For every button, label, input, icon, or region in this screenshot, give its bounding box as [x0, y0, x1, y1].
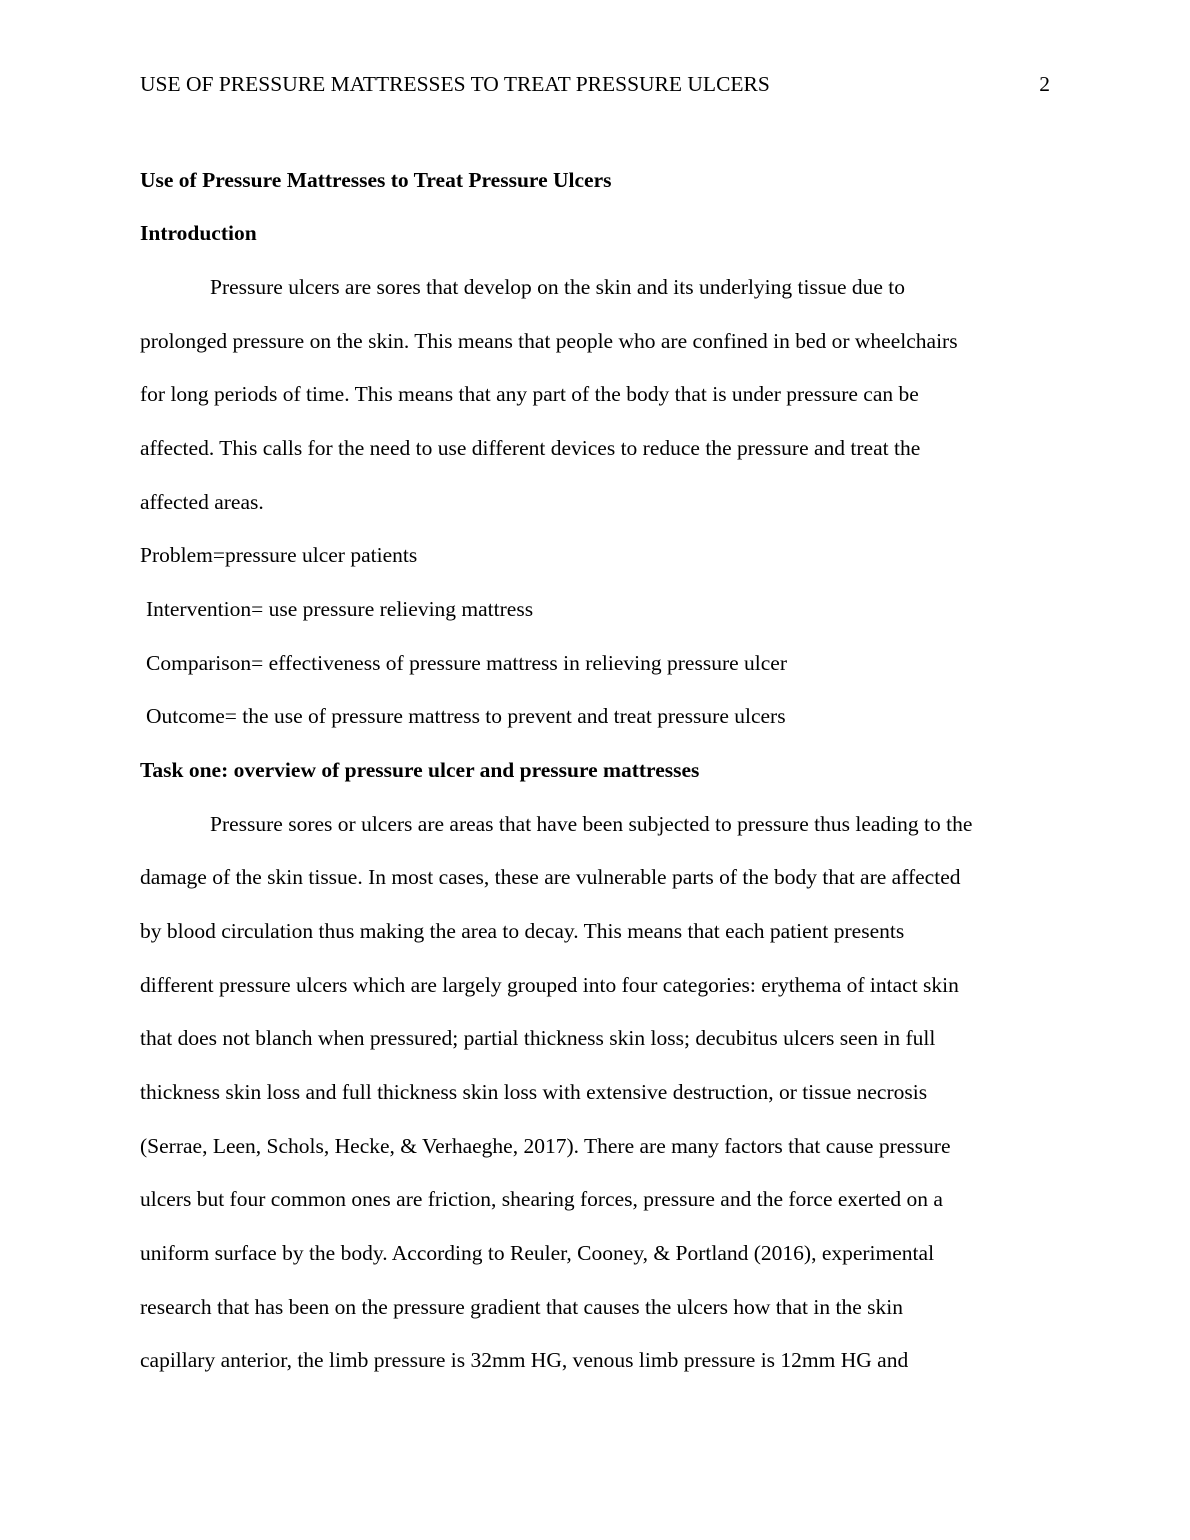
paragraph-line: by blood circulation thus making the area to decay. This means that each patient presents — [140, 919, 905, 943]
paragraph-line: affected areas. — [140, 490, 264, 514]
pico-problem: Problem=pressure ulcer patients — [140, 543, 418, 567]
paragraph-line: capillary anterior, the limb pressure is 32mm HG, venous limb pressure is 12mm HG and — [140, 1348, 909, 1372]
pico-intervention: Intervention= use pressure relieving mattress — [146, 597, 534, 621]
paragraph-line: research that has been on the pressure gradient that causes the ulcers how that in the skin — [140, 1295, 903, 1319]
paragraph-line: different pressure ulcers which are largely grouped into four categories: erythema of intact skin — [140, 973, 959, 997]
paragraph-line: ulcers but four common ones are friction, shearing forces, pressure and the force exerted on a — [140, 1187, 943, 1211]
paragraph-line: affected. This calls for the need to use different devices to reduce the pressure and treat the — [140, 436, 921, 460]
paragraph-line: for long periods of time. This means that any part of the body that is under pressure can be — [140, 382, 919, 406]
paragraph-line: Pressure sores or ulcers are areas that have been subjected to pressure thus leading to the — [210, 812, 973, 836]
running-head: USE OF PRESSURE MATTRESSES TO TREAT PRESSURE ULCERS — [140, 72, 770, 96]
pico-comparison: Comparison= effectiveness of pressure mattress in relieving pressure ulcer — [146, 651, 788, 675]
paragraph-line: that does not blanch when pressured; partial thickness skin loss; decubitus ulcers seen in full — [140, 1026, 936, 1050]
paragraph-line: (Serrae, Leen, Schols, Hecke, & Verhaeghe, 2017). There are many factors that cause pressure — [140, 1134, 951, 1158]
paragraph-line: damage of the skin tissue. In most cases, these are vulnerable parts of the body that are affected — [140, 865, 961, 889]
pico-outcome: Outcome= the use of pressure mattress to prevent and treat pressure ulcers — [146, 704, 786, 728]
paper-title: Use of Pressure Mattresses to Treat Pressure Ulcers — [140, 168, 612, 192]
task-one-heading: Task one: overview of pressure ulcer and pressure mattresses — [140, 758, 700, 782]
paragraph-line: Pressure ulcers are sores that develop on the skin and its underlying tissue due to — [210, 275, 906, 299]
paragraph-line: thickness skin loss and full thickness skin loss with extensive destruction, or tissue necrosis — [140, 1080, 928, 1104]
paragraph-line: prolonged pressure on the skin. This means that people who are confined in bed or wheelchairs — [140, 329, 958, 353]
paragraph-line: uniform surface by the body. According to Reuler, Cooney, & Portland (2016), experimental — [140, 1241, 935, 1265]
page-number: 2 — [1039, 72, 1050, 96]
introduction-heading: Introduction — [140, 221, 257, 245]
